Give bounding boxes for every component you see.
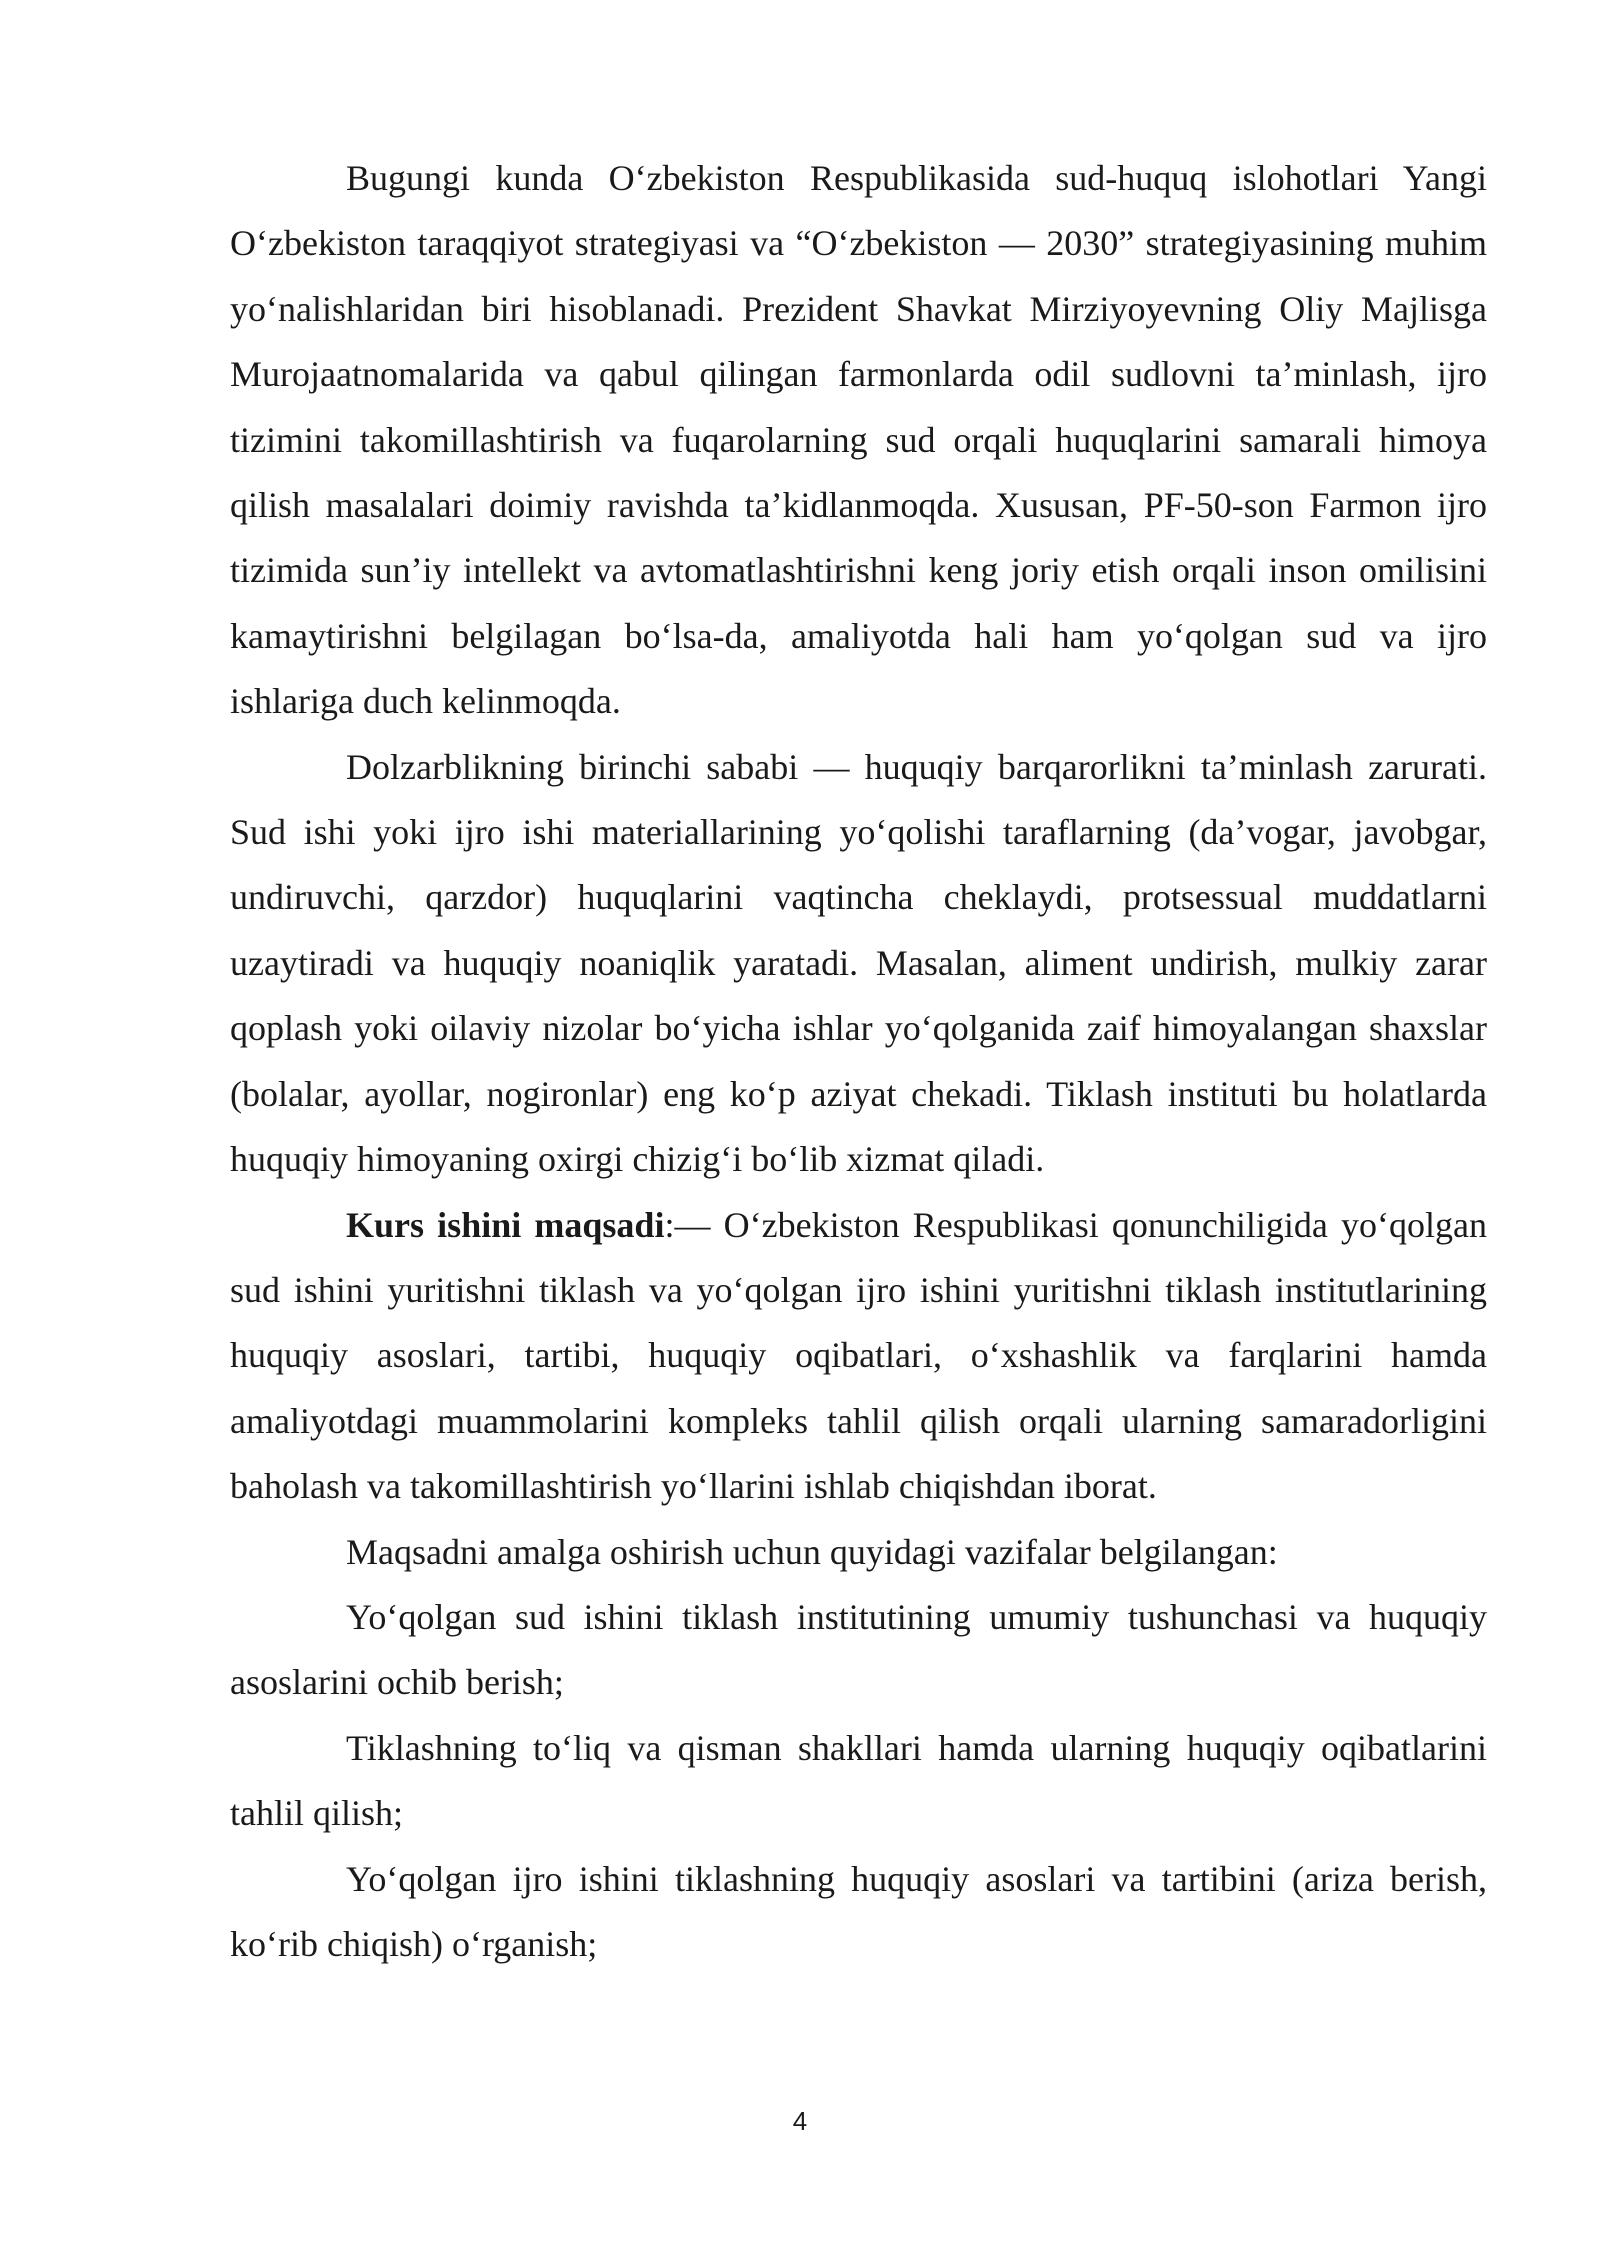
paragraph-task-1	[230, 1585, 1487, 1716]
paragraph-task-3	[230, 1847, 1487, 1978]
document-body	[230, 146, 1487, 1977]
paragraph-text: Bugungi kunda O‘zbekiston Respublikasida sud-huquq islohotlari Yangi O‘zbekiston taraqqiyot strategiyasi va “O‘zbekiston — 2030” strategiyasining muhim yo‘nalishlaridan biri hisoblanadi. Prezident Shavkat Mirziyoyevning Oliy Majlisga Murojaatnomalarida va qabul qilingan farmonlarda odil sudlovni ta’minlash, ijro tizimini takomillashtirish va fuqarolarning sud orqali huquqlarini samarali himoya qilish masalalari doimiy ravishda ta’kidlanmoqda. Xususan, PF-50-son Farmon ijro tizimida sun’iy intellekt va avtomatlashtirishni keng joriy etish orqali inson omilisini kamaytirishni belgilagan bo‘lsa-da, amaliyotda hali ham yo‘qolgan sud va ijro ishlariga duch kelinmoqda.	[230, 158, 1487, 722]
paragraph-task-2	[230, 1716, 1487, 1847]
paragraph-text: Maqsadni amalga oshirish uchun quyidagi vazifalar belgilangan:	[346, 1531, 1278, 1572]
paragraph-text: :— O‘zbekiston Respublikasi qonunchiligida yo‘qolgan sud ishini yuritishni tiklash va yo‘qolgan ijro ishini yuritishni tiklash institutlarining huquqiy asoslari, tartibi, huquqiy oqibatlari, o‘xshashlik va farqlarini hamda amaliyotdagi muammolarini kompleks tahlil qilish orqali ularning samaradorligini baholash va takomillashtirish yo‘llarini ishlab chiqishdan iborat.	[230, 1204, 1487, 1507]
paragraph-text: Dolzarblikning birinchi sababi — huquqiy barqarorlikni ta’minlash zarurati. Sud ishi yoki ijro ishi materiallarining yo‘qolishi taraflarning (da’vogar, javobgar, undiruvchi, qarzdor) huquqlarini vaqtincha cheklaydi, protsessual muddatlarni uzaytiradi va huquqiy noaniqlik yaratadi. Masalan, aliment undirish, mulkiy zarar qoplash yoki oilaviy nizolar bo‘yicha ishlar yo‘qolganida zaif himoyalangan shaxslar (bolalar, ayollar, nogironlar) eng ko‘p aziyat chekadi. Tiklash instituti bu holatlarda huquqiy himoyaning oxirgi chizig‘i bo‘lib xizmat qiladi.	[230, 746, 1487, 1180]
paragraph-bold-lead: Kurs ishini maqsadi	[346, 1204, 665, 1245]
paragraph-goal	[230, 1193, 1487, 1520]
paragraph-text: Tiklashning to‘liq va qisman shakllari hamda ularning huquqiy oqibatlarini tahlil qilish;	[230, 1727, 1487, 1834]
paragraph-relevance	[230, 735, 1487, 1193]
page-number: 4	[792, 2106, 808, 2136]
paragraph-text: Yo‘qolgan sud ishini tiklash institutining umumiy tushunchasi va huquqiy asoslarini ochib berish;	[230, 1596, 1487, 1703]
paragraph-text: Yo‘qolgan ijro ishini tiklashning huquqiy asoslari va tartibini (ariza berish, ko‘rib chiqish) o‘rganish;	[230, 1858, 1487, 1964]
paragraph-intro	[230, 146, 1487, 735]
paragraph-tasks-intro	[230, 1520, 1487, 1585]
